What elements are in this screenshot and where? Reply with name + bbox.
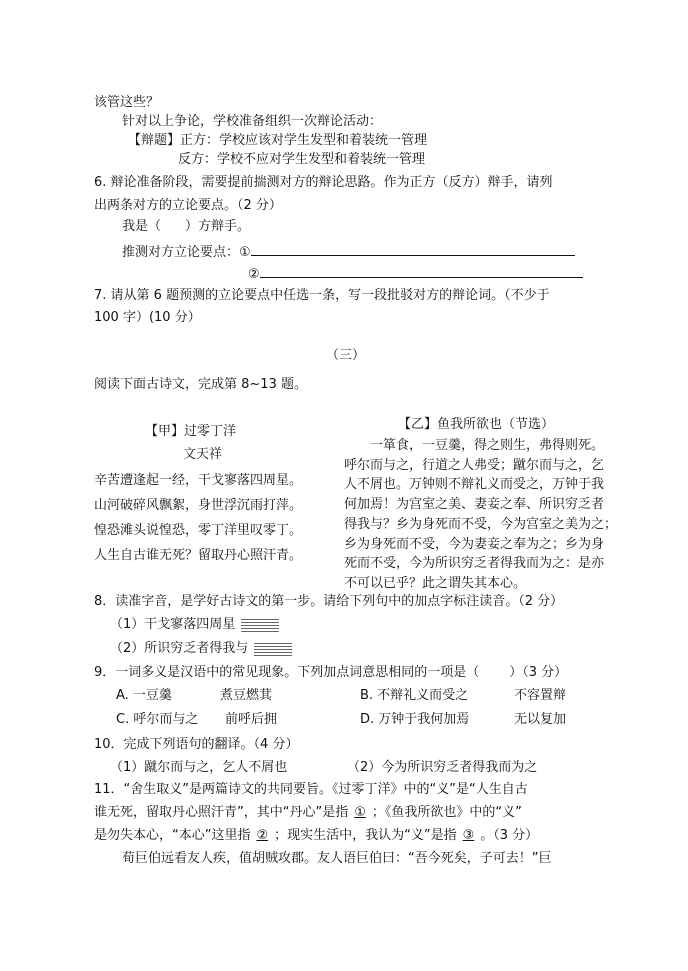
point-line-1 [122, 242, 575, 262]
prose-line: 呼尔而与之，行道之人弗受；蹴尔而与之，乞 [344, 457, 605, 473]
text-line: 该管这些？ [94, 95, 160, 110]
q8-item-text: （1）干戈寥落四周星 [110, 617, 236, 632]
q9-option-a-pair: 煮豆燃萁 [220, 688, 273, 703]
section-heading: （三） [326, 348, 366, 363]
question-6: 6. 辩论准备阶段，需要提前揣测对方的辩论思路。作为正方（反方）辩手，请列 [94, 175, 553, 190]
q9-option-c: C. 呼尔而与之 [116, 712, 199, 727]
poem-line: 辛苦遭逢起一经，干戈寥落四周星。 [94, 473, 303, 488]
debate-topic-pro: 【辩题】正方：学校应该对学生发型和着装统一管理 [128, 133, 428, 148]
question-7: 7. 请从第 6 题预测的立论要点中任选一条，写一段批驳对方的辩论词。（不少于 [94, 288, 550, 303]
question-11-line-3 [94, 827, 538, 845]
prose-line: 何加焉！为宫室之美、妻妾之奉、所识穷乏者 [344, 497, 605, 513]
q9-option-c-pair: 前呼后拥 [225, 712, 278, 727]
q11-blank-2[interactable]: ② [256, 828, 269, 843]
q11-text: 。（3 分） [480, 828, 539, 843]
q9-option-b-pair: 不容置辩 [514, 688, 567, 703]
q9-option-b: B. 不辩礼义而受之 [360, 688, 469, 703]
side-label: 我是（ [122, 219, 162, 234]
q9-option-a: A. 一豆羹 [116, 688, 172, 703]
q8-item-2 [110, 640, 292, 658]
prose-body [344, 436, 617, 594]
prose-line: 得我与？乡为身死而不受，今为宫室之美为之； [344, 516, 618, 532]
prose-line: 一箪食，一豆羹，得之则生，弗得则死。 [370, 438, 605, 453]
point-label: 推测对方立论要点：① [122, 245, 251, 260]
poem-author: 文天祥 [183, 447, 223, 462]
pinyin-answer-box-2[interactable] [254, 641, 292, 657]
prose-line: 不可以已乎？此之谓失其本心。 [344, 575, 527, 591]
poem-title: 【甲】过零丁洋 [145, 424, 237, 439]
question-11: 11．“舍生取义”是两篇诗文的共同要旨。《过零丁洋》中的“义”是“人生自古 [94, 782, 528, 797]
q9-option-d: D. 万钟于我何加焉 [360, 712, 470, 727]
point-line-2 [248, 264, 583, 284]
poem-line: 山河破碎风飘絮，身世浮沉雨打萍。 [94, 498, 303, 513]
question-10: 10．完成下列语句的翻译。（4 分） [94, 737, 299, 752]
debate-topic-con: 反方：学校不应对学生发型和着装统一管理 [178, 152, 426, 167]
point-answer-blank-1[interactable] [251, 242, 575, 256]
q9-option-d-pair: 无以复加 [514, 712, 567, 727]
point-answer-blank-2[interactable] [260, 264, 583, 278]
prose-title: 【乙】鱼我所欲也（节选） [398, 417, 555, 432]
prose-line: 乡为身死而不受，今为妻妾之奉为之；乡为身 [344, 536, 605, 552]
pinyin-answer-box-1[interactable] [241, 617, 279, 633]
question-11-line-2 [94, 804, 522, 822]
q11-text: ；《鱼我所欲也》中的“义” [371, 805, 522, 820]
q11-blank-3[interactable]: ③ [462, 828, 475, 843]
question-6-cont: 出两条对方的立论要点。（2 分） [94, 198, 282, 213]
q11-blank-1[interactable]: ① [354, 805, 366, 820]
question-8: 8．读准字音，是学好古诗文的第一步。请给下列句中的加点字标注读音。（2 分） [94, 594, 564, 609]
q8-item-text: （2）所识穷乏者得我与 [110, 641, 249, 656]
point-marker: ② [248, 267, 260, 282]
question-7-cont: 100 字）(10 分） [94, 310, 201, 325]
poem-line: 惶恐滩头说惶恐，零丁洋里叹零丁。 [94, 523, 303, 538]
passage-line: 荀巨伯远看友人疾，值胡贼攻郡。友人语巨伯曰：“吾今死矣，子可去！”巨 [122, 851, 552, 866]
q10-item-2: （2）今为所识穷乏者得我而为之 [347, 760, 538, 775]
question-9 [94, 664, 567, 682]
side-label-end: ）方辩手。 [185, 219, 251, 234]
side-line [122, 218, 250, 236]
text-line: 针对以上争论，学校准备组织一次辩论活动： [122, 114, 383, 129]
q8-item-1 [110, 616, 279, 634]
poem-body [94, 468, 302, 568]
reading-intro: 阅读下面古诗文，完成第 8~13 题。 [94, 377, 307, 392]
q9-stem-end: ）（3 分） [509, 665, 568, 680]
prose-line: 死而不受，今为所识穷乏者得我而为之：是亦 [344, 556, 605, 572]
q9-stem: 9．一词多义是汉语中的常见现象。下列加点词意思相同的一项是（ [94, 665, 480, 680]
q11-text: ；现实生活中，我认为“义”是指 [274, 828, 457, 843]
prose-line: 人不屑也。万钟则不辩礼义而受之，万钟于我 [344, 477, 605, 493]
q11-text: 谁无死，留取丹心照汗青”，其中“丹心”是指 [94, 805, 349, 820]
q10-item-1: （1）蹴尔而与之，乞人不屑也 [110, 760, 288, 775]
q11-text: 是勿失本心，“本心”这里指 [94, 828, 251, 843]
poem-line: 人生自古谁无死？留取丹心照汗青。 [94, 548, 303, 563]
